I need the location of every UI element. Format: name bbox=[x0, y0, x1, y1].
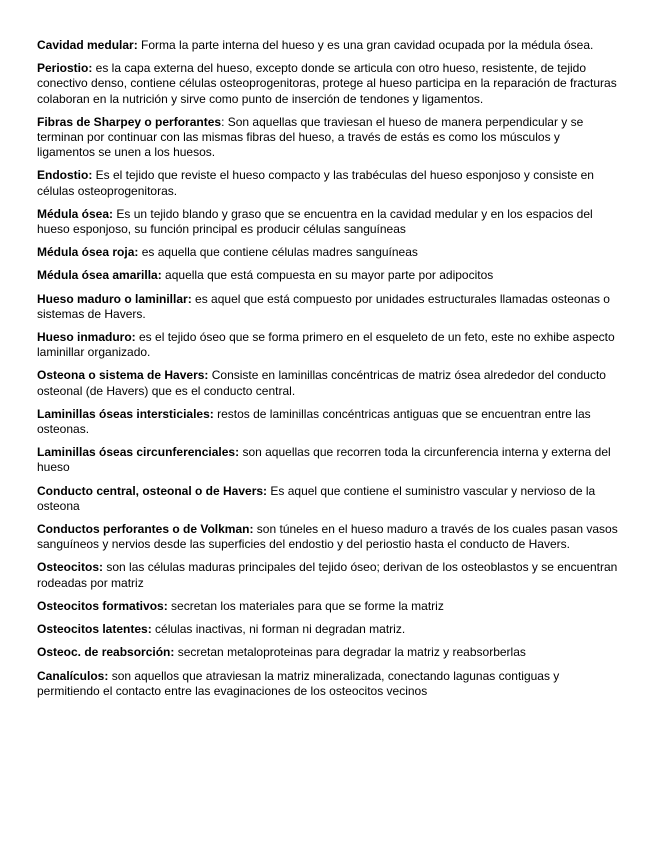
entry-definition: secretan metaloproteinas para degradar la matriz y reabsorberlas bbox=[174, 645, 526, 660]
entry-definition: Forma la parte interna del hueso y es una gran cavidad ocupada por la médula ósea. bbox=[137, 38, 594, 52]
entry-definition: es el tejido óseo que se forma primero en el esqueleto de un feto, este no exhibe aspecto laminillar organizado. bbox=[37, 330, 615, 360]
entry-osteoc-reabsorcion bbox=[37, 645, 619, 660]
entry-medula-osea-amarilla bbox=[37, 268, 619, 283]
entry-term: Hueso inmaduro: bbox=[37, 330, 136, 345]
entry-osteocitos-latentes bbox=[37, 622, 619, 637]
entry-definition: Es aquel que contiene el suministro vascular y nervioso de la osteona bbox=[37, 483, 596, 513]
entry-periostio bbox=[37, 61, 619, 107]
entry-definition: Es el tejido que reviste el hueso compacto y las trabéculas del hueso esponjoso y consiste en células osteoprogenitoras. bbox=[37, 168, 594, 198]
entry-cavidad-medular bbox=[37, 38, 619, 53]
entry-hueso-inmaduro bbox=[37, 330, 619, 360]
entry-definition: Es un tejido blando y graso que se encuentra en la cavidad medular y en los espacios del hueso esponjoso, su función principal es producir células sanguíneas bbox=[37, 206, 593, 237]
entry-definition: son túneles en el hueso maduro a través de los cuales pasan vasos sanguíneos y nervios desde las superficies del endostio y del periostio hasta el conducto de Havers. bbox=[37, 522, 618, 552]
entry-term: Osteocitos: bbox=[37, 560, 104, 575]
entry-term: Endostio: bbox=[37, 168, 93, 183]
entry-term: Osteoc. de reabsorción: bbox=[37, 645, 175, 660]
entry-definition: : Son aquellas que traviesan el hueso de manera perpendicular y se terminan por continuar con las mismas fibras del hueso, a través de estás es como los músculos y ligamentos se unen a los huesos. bbox=[37, 114, 584, 160]
entry-term: Médula ósea: bbox=[37, 206, 114, 221]
entry-term: Cavidad medular: bbox=[37, 38, 138, 52]
entry-osteocitos bbox=[37, 560, 619, 590]
entry-term: Laminillas óseas intersticiales: bbox=[37, 406, 214, 421]
entry-definition: restos de laminillas concéntricas antiguas que se encuentran entre las osteonas. bbox=[37, 406, 591, 437]
entry-term: Conducto central, osteonal o de Havers: bbox=[37, 483, 268, 498]
entry-medula-osea bbox=[37, 207, 619, 237]
entry-laminillas-circunferenciales bbox=[37, 445, 619, 475]
entry-term: Fibras de Sharpey o perforantes bbox=[37, 114, 222, 129]
entry-osteocitos-formativos bbox=[37, 599, 619, 614]
entry-laminillas-intersticiales bbox=[37, 407, 619, 437]
entry-term: Médula ósea roja: bbox=[37, 245, 139, 260]
entry-definition: aquella que está compuesta en su mayor parte por adipocitos bbox=[161, 268, 494, 283]
entry-conductos-perforantes bbox=[37, 522, 619, 552]
entry-term: Conductos perforantes o de Volkman: bbox=[37, 522, 254, 537]
entry-term: Periostio: bbox=[37, 61, 93, 76]
entry-term: Osteona o sistema de Havers: bbox=[37, 368, 209, 383]
entry-term: Osteocitos formativos: bbox=[37, 598, 168, 613]
entry-fibras-de-sharpey bbox=[37, 115, 619, 161]
entry-definition: son las células maduras principales del tejido óseo; derivan de los osteoblastos y se encuentran rodeadas por matriz bbox=[37, 560, 618, 590]
entry-conducto-central bbox=[37, 484, 619, 514]
entry-term: Médula ósea amarilla: bbox=[37, 268, 162, 283]
entry-endostio bbox=[37, 168, 619, 198]
entry-definition: es aquel que está compuesto por unidades estructurales llamadas osteonas o sistemas de Havers. bbox=[37, 291, 610, 321]
entry-term: Canalículos: bbox=[37, 668, 109, 683]
entry-term: Laminillas óseas circunferenciales: bbox=[37, 445, 240, 460]
entry-definition: células inactivas, ni forman ni degradan matriz. bbox=[151, 622, 406, 637]
entry-definition: son aquellos que atraviesan la matriz mineralizada, conectando lagunas contiguas y permitiendo el contacto entre las evaginaciones de los osteocitos vecinos bbox=[37, 668, 560, 698]
entry-osteona bbox=[37, 368, 619, 398]
entry-term: Osteocitos latentes: bbox=[37, 622, 152, 637]
entry-hueso-maduro bbox=[37, 292, 619, 322]
entry-definition: son aquellas que recorren toda la circunferencia interna y externa del hueso bbox=[37, 445, 611, 475]
entry-term: Hueso maduro o laminillar: bbox=[37, 291, 192, 306]
entry-definition: Consiste en laminillas concéntricas de matriz ósea alrededor del conducto osteonal (de Havers) que es el conducto central. bbox=[37, 368, 606, 398]
entry-definition: secretan los materiales para que se forme la matriz bbox=[167, 598, 444, 613]
entry-definition: es la capa externa del hueso, excepto donde se articula con otro hueso, resistente, de tejido conectivo denso, contiene células osteoprogenitoras, protege al hueso participa en la reparación de fracturas colaboran en la nutrición y sirve como punto de inserción de tendones y ligamentos. bbox=[37, 61, 617, 106]
entry-medula-osea-roja bbox=[37, 245, 619, 260]
entry-canaliculos bbox=[37, 669, 619, 699]
entry-definition: es aquella que contiene células madres sanguíneas bbox=[138, 245, 418, 260]
